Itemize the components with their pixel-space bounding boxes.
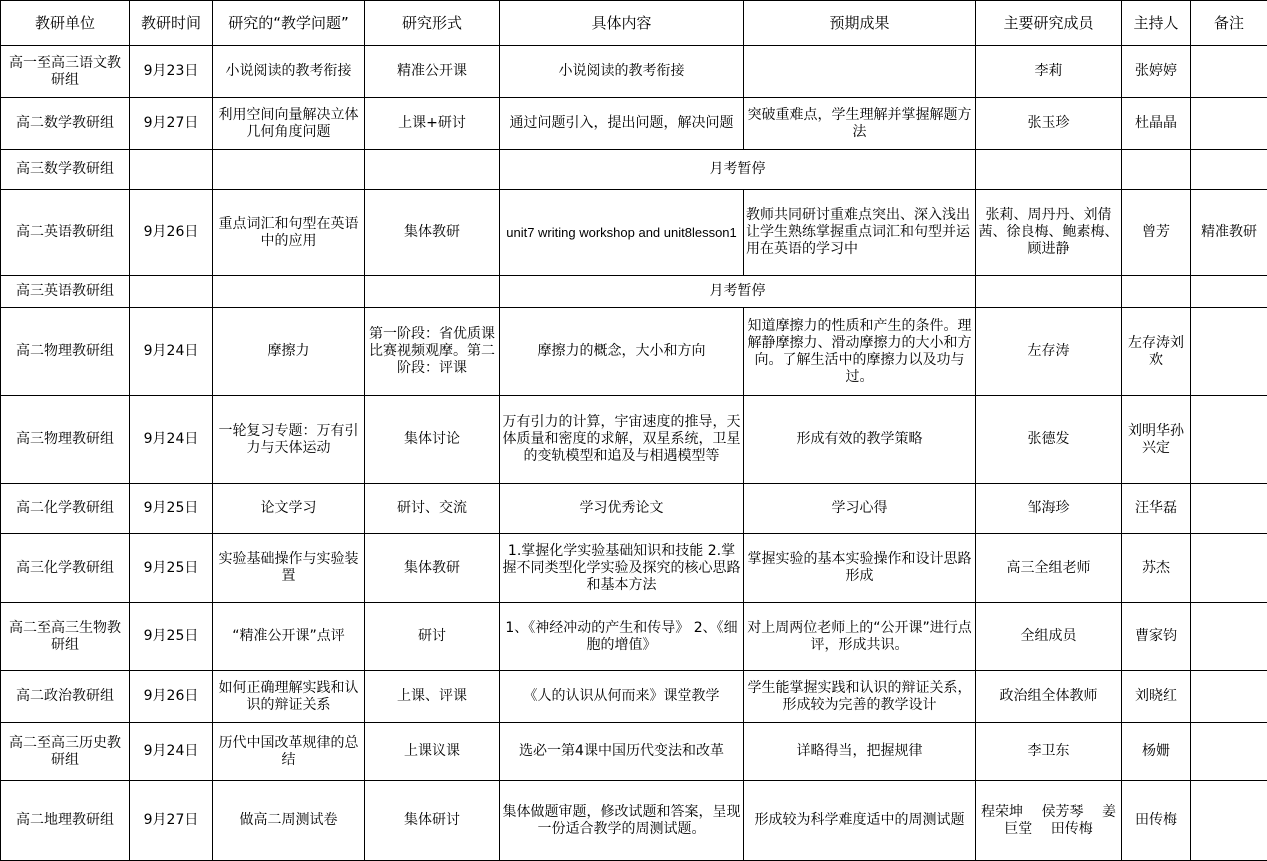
cell-note	[1191, 484, 1267, 534]
cell-problem: 做高二周测试卷	[213, 781, 365, 861]
cell-date	[130, 276, 213, 308]
table-row	[1, 46, 1267, 98]
cell-note	[1191, 603, 1267, 671]
cell-content: 1、《神经冲动的产生和传导》 2、《细胞的增值》	[500, 603, 744, 671]
cell-host: 张婷婷	[1122, 46, 1191, 98]
cell-outcome: 学生能掌握实践和认识的辩证关系，形成较为完善的教学设计	[744, 671, 976, 723]
table-row	[1, 190, 1267, 276]
cell-date: 9月24日	[130, 308, 213, 396]
cell-members: 全组成员	[976, 603, 1122, 671]
table-row	[1, 534, 1267, 603]
content-text: unit7 writing workshop and unit8lesson1	[506, 224, 737, 240]
cell-outcome: 教师共同研讨重难点突出、深入浅出让学生熟练掌握重点词汇和句型并运用在英语的学习中	[744, 190, 976, 276]
cell-unit: 高三英语教研组	[1, 276, 130, 308]
cell-content: 1.掌握化学实验基础知识和技能 2.掌握不同类型化学实验及探究的核心思路和基本方法	[500, 534, 744, 603]
cell-note	[1191, 723, 1267, 781]
header-host: 主持人	[1122, 1, 1191, 46]
cell-host	[1122, 276, 1191, 308]
cell-members: 李卫东	[976, 723, 1122, 781]
cell-problem: 历代中国改革规律的总结	[213, 723, 365, 781]
cell-content: 通过问题引入，提出问题，解决问题	[500, 98, 744, 150]
cell-outcome: 突破重难点，学生理解并掌握解题方法	[744, 98, 976, 150]
header-problem: 研究的“教学问题”	[213, 1, 365, 46]
cell-host: 曹家钧	[1122, 603, 1191, 671]
cell-problem: 论文学习	[213, 484, 365, 534]
cell-content: 集体做题审题，修改试题和答案，呈现一份适合教学的周测试题。	[500, 781, 744, 861]
table-row	[1, 484, 1267, 534]
cell-members: 程荣坤 侯芳琴 姜巨堂 田传梅	[976, 781, 1122, 861]
cell-note	[1191, 671, 1267, 723]
cell-unit: 高三数学教研组	[1, 150, 130, 190]
cell-date: 9月24日	[130, 723, 213, 781]
cell-date: 9月26日	[130, 190, 213, 276]
table-row	[1, 671, 1267, 723]
cell-host: 汪华磊	[1122, 484, 1191, 534]
cell-members: 张德发	[976, 396, 1122, 484]
cell-members: 左存涛	[976, 308, 1122, 396]
cell-form: 上课、评课	[365, 671, 500, 723]
cell-problem	[213, 276, 365, 308]
cell-unit: 高二政治教研组	[1, 671, 130, 723]
header-members: 主要研究成员	[976, 1, 1122, 46]
cell-members: 邹海珍	[976, 484, 1122, 534]
merged-status-cell: 月考暂停	[500, 276, 976, 308]
cell-outcome	[744, 46, 976, 98]
cell-unit: 高二英语教研组	[1, 190, 130, 276]
cell-content: 学习优秀论文	[500, 484, 744, 534]
cell-note	[1191, 308, 1267, 396]
cell-members	[976, 276, 1122, 308]
cell-problem: 利用空间向量解决立体几何角度问题	[213, 98, 365, 150]
header-note: 备注	[1191, 1, 1267, 46]
table-row	[1, 396, 1267, 484]
table-row	[1, 781, 1267, 861]
cell-problem: “精准公开课”点评	[213, 603, 365, 671]
cell-form: 集体教研	[365, 534, 500, 603]
cell-members: 张玉珍	[976, 98, 1122, 150]
cell-problem: 实验基础操作与实验装置	[213, 534, 365, 603]
cell-members: 高三全组老师	[976, 534, 1122, 603]
header-outcome: 预期成果	[744, 1, 976, 46]
table-row	[1, 723, 1267, 781]
header-content: 具体内容	[500, 1, 744, 46]
table-row	[1, 276, 1267, 308]
cell-unit: 高三物理教研组	[1, 396, 130, 484]
cell-outcome: 形成较为科学难度适中的周测试题	[744, 781, 976, 861]
cell-content: 小说阅读的教考衔接	[500, 46, 744, 98]
cell-unit: 高二至高三生物教研组	[1, 603, 130, 671]
cell-content: 《人的认识从何而来》课堂教学	[500, 671, 744, 723]
cell-date: 9月25日	[130, 534, 213, 603]
cell-outcome: 详略得当，把握规律	[744, 723, 976, 781]
cell-outcome: 知道摩擦力的性质和产生的条件。理解静摩擦力、滑动摩擦力的大小和方向。了解生活中的摩擦力以及功与过。	[744, 308, 976, 396]
cell-date: 9月25日	[130, 484, 213, 534]
cell-members: 政治组全体教师	[976, 671, 1122, 723]
cell-outcome: 学习心得	[744, 484, 976, 534]
cell-problem: 小说阅读的教考衔接	[213, 46, 365, 98]
cell-content: 万有引力的计算，宇宙速度的推导，天体质量和密度的求解，双星系统，卫星的变轨模型和追及与相遇模型等	[500, 396, 744, 484]
cell-form: 精准公开课	[365, 46, 500, 98]
cell-unit: 高三化学教研组	[1, 534, 130, 603]
cell-date: 9月26日	[130, 671, 213, 723]
cell-problem	[213, 150, 365, 190]
table-row	[1, 603, 1267, 671]
cell-note	[1191, 98, 1267, 150]
cell-note	[1191, 276, 1267, 308]
cell-note	[1191, 150, 1267, 190]
cell-outcome: 掌握实验的基本实验操作和设计思路形成	[744, 534, 976, 603]
cell-unit: 高一至高三语文教研组	[1, 46, 130, 98]
cell-unit: 高二至高三历史教研组	[1, 723, 130, 781]
table-row	[1, 150, 1267, 190]
cell-form: 集体研讨	[365, 781, 500, 861]
cell-content: 选必一第4课中国历代变法和改革	[500, 723, 744, 781]
cell-form: 研讨、交流	[365, 484, 500, 534]
cell-host: 刘明华孙兴定	[1122, 396, 1191, 484]
cell-host: 左存涛刘欢	[1122, 308, 1191, 396]
cell-form: 集体教研	[365, 190, 500, 276]
header-form: 研究形式	[365, 1, 500, 46]
cell-members: 李莉	[976, 46, 1122, 98]
cell-form	[365, 276, 500, 308]
cell-date: 9月23日	[130, 46, 213, 98]
cell-host: 杨姗	[1122, 723, 1191, 781]
header-date: 教研时间	[130, 1, 213, 46]
cell-unit: 高二化学教研组	[1, 484, 130, 534]
cell-host: 苏杰	[1122, 534, 1191, 603]
cell-outcome: 对上周两位老师上的“公开课”进行点评，形成共识。	[744, 603, 976, 671]
cell-content	[500, 190, 744, 276]
cell-note	[1191, 534, 1267, 603]
cell-date: 9月27日	[130, 98, 213, 150]
cell-form: 上课议课	[365, 723, 500, 781]
cell-unit: 高二数学教研组	[1, 98, 130, 150]
cell-problem: 重点词汇和句型在英语中的应用	[213, 190, 365, 276]
cell-host: 杜晶晶	[1122, 98, 1191, 150]
cell-problem: 一轮复习专题：万有引力与天体运动	[213, 396, 365, 484]
cell-form	[365, 150, 500, 190]
cell-problem: 如何正确理解实践和认识的辩证关系	[213, 671, 365, 723]
cell-date: 9月25日	[130, 603, 213, 671]
cell-note	[1191, 781, 1267, 861]
cell-form: 研讨	[365, 603, 500, 671]
cell-content: 摩擦力的概念，大小和方向	[500, 308, 744, 396]
header-row	[1, 1, 1267, 46]
table-row	[1, 308, 1267, 396]
cell-members: 张莉、周丹丹、刘倩茜、徐良梅、鲍素梅、顾进静	[976, 190, 1122, 276]
cell-note	[1191, 396, 1267, 484]
merged-status-cell: 月考暂停	[500, 150, 976, 190]
cell-unit: 高二物理教研组	[1, 308, 130, 396]
cell-problem: 摩擦力	[213, 308, 365, 396]
cell-host: 曾芳	[1122, 190, 1191, 276]
cell-form: 集体讨论	[365, 396, 500, 484]
cell-host: 田传梅	[1122, 781, 1191, 861]
cell-date: 9月24日	[130, 396, 213, 484]
cell-host	[1122, 150, 1191, 190]
cell-unit: 高二地理教研组	[1, 781, 130, 861]
cell-note	[1191, 46, 1267, 98]
cell-members	[976, 150, 1122, 190]
cell-note: 精准教研	[1191, 190, 1267, 276]
cell-date	[130, 150, 213, 190]
cell-outcome: 形成有效的教学策略	[744, 396, 976, 484]
cell-form: 上课+研讨	[365, 98, 500, 150]
cell-form: 第一阶段：省优质课比赛视频观摩。第二阶段：评课	[365, 308, 500, 396]
cell-host: 刘晓红	[1122, 671, 1191, 723]
table-row	[1, 98, 1267, 150]
header-unit: 教研单位	[1, 1, 130, 46]
cell-date: 9月27日	[130, 781, 213, 861]
